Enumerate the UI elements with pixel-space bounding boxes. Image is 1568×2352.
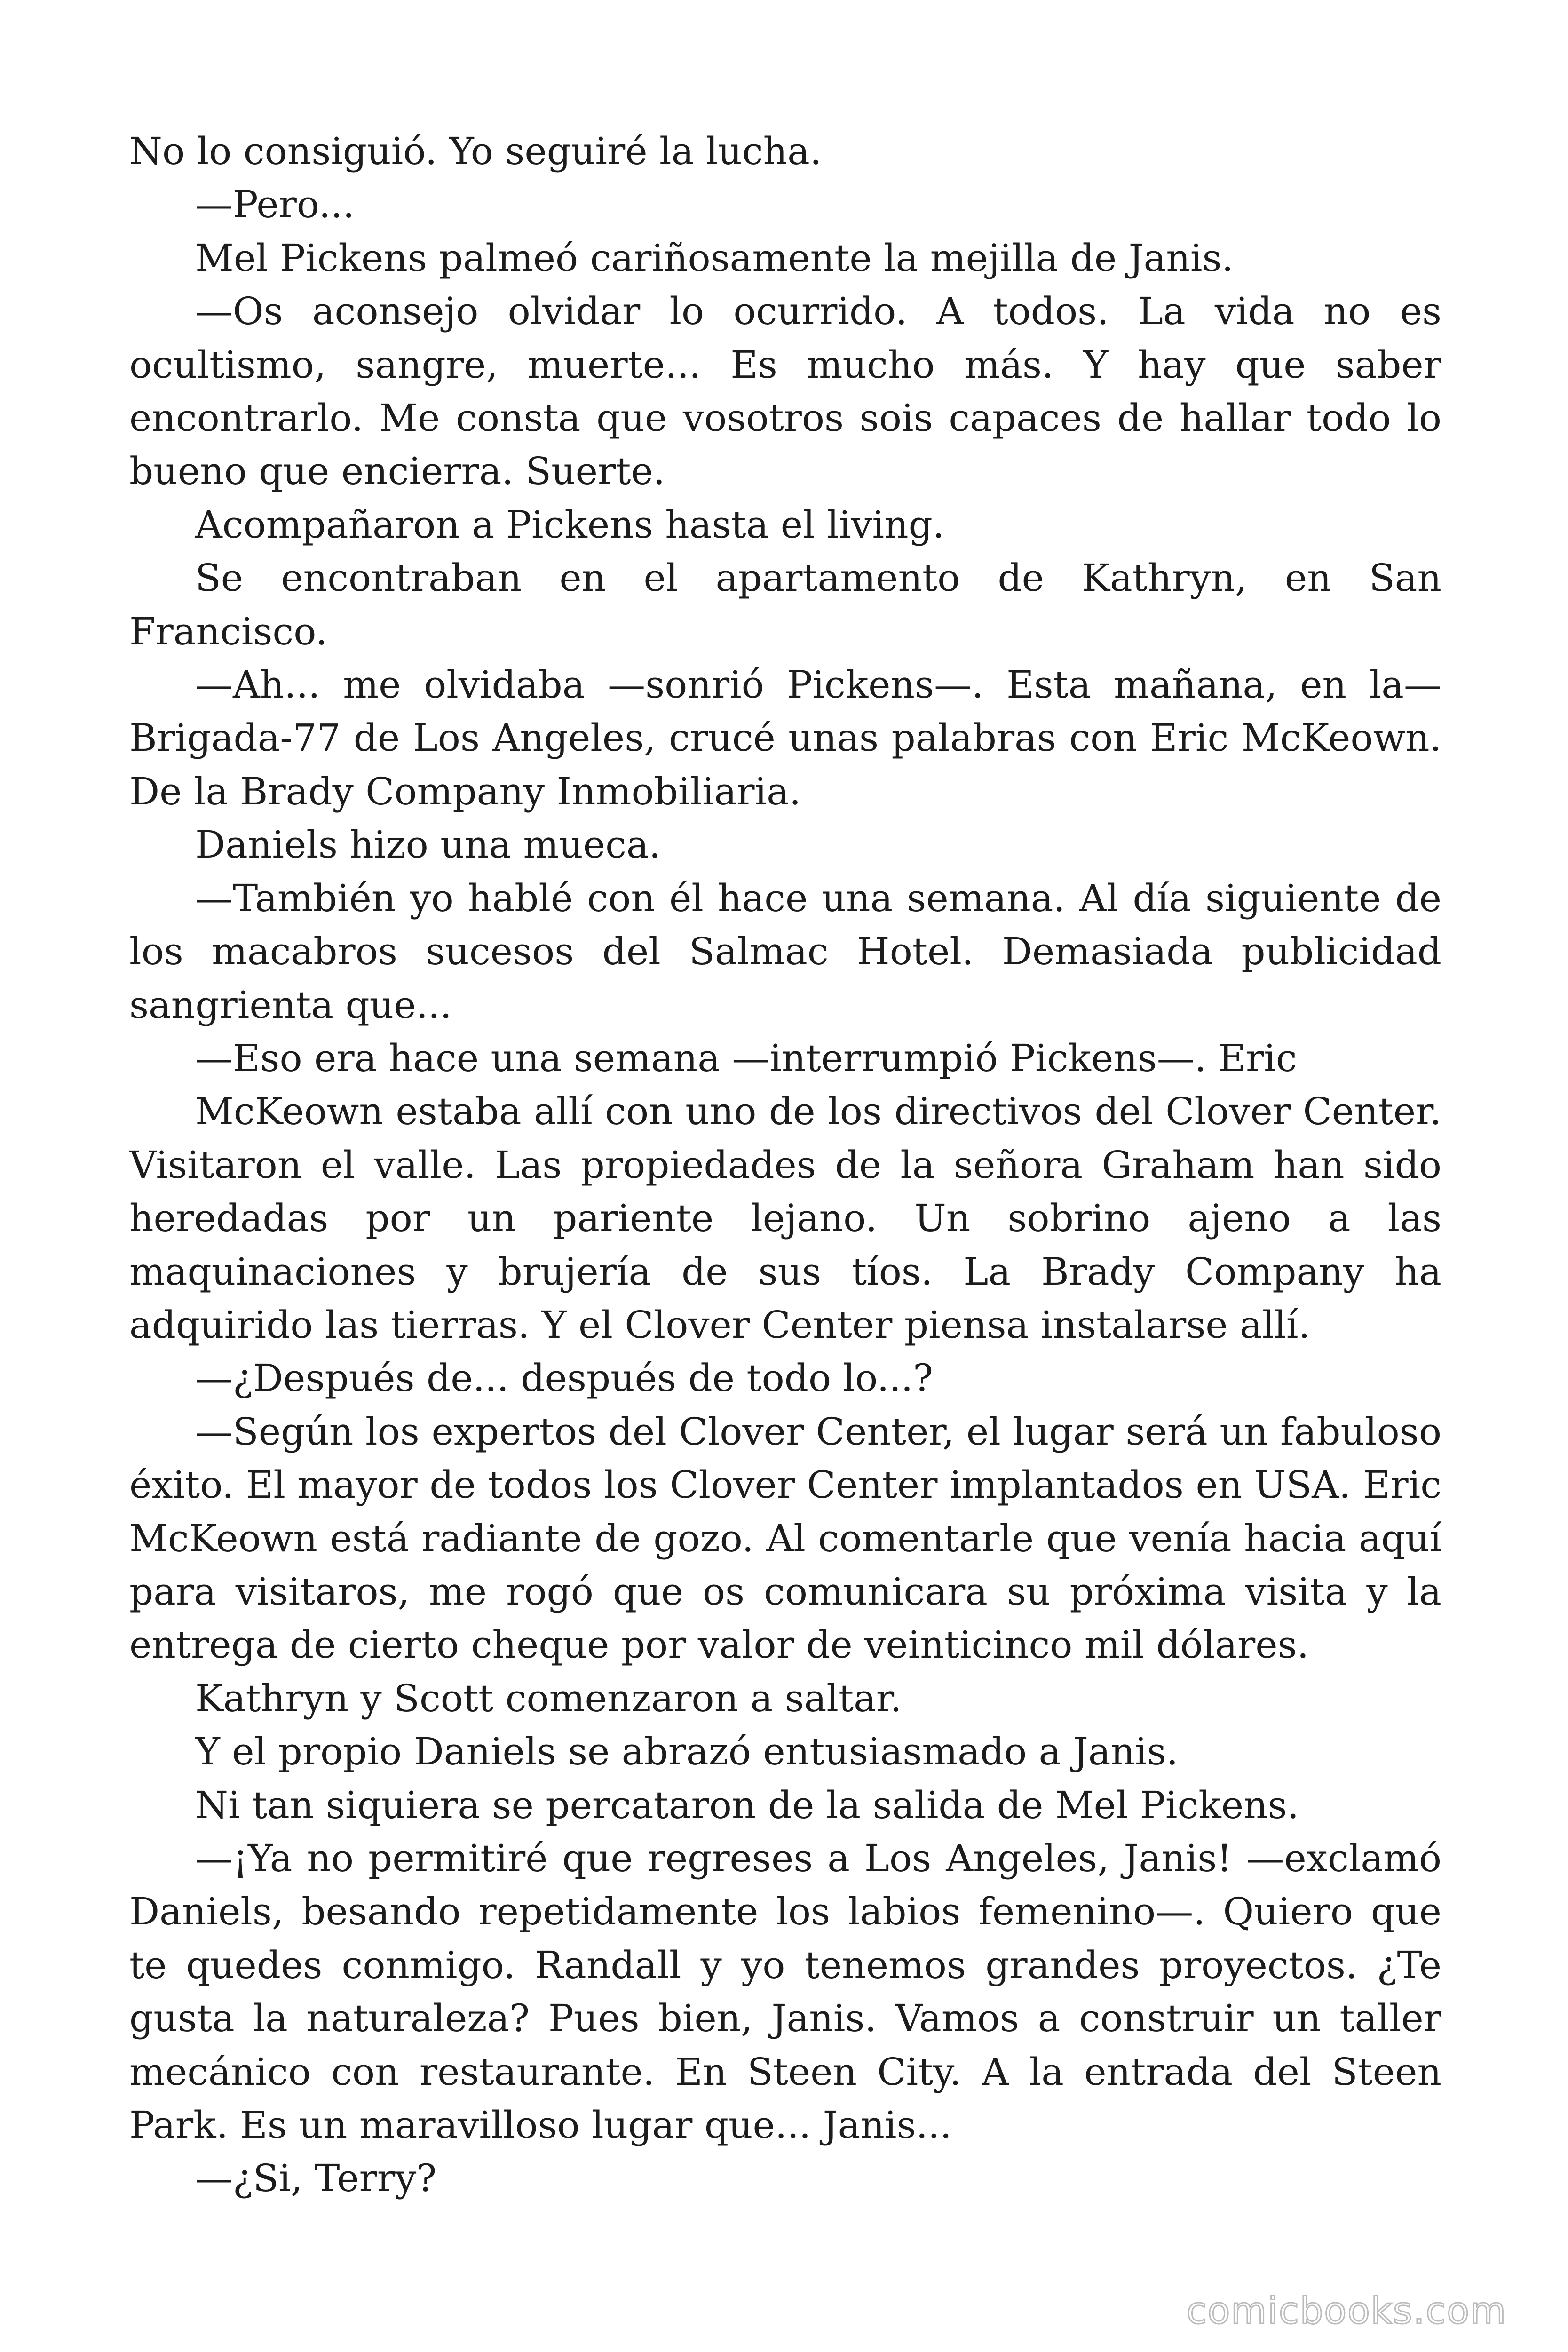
paragraph-14: Kathryn y Scott comenzaron a saltar. [195, 1676, 902, 1720]
paragraph-15: Y el propio Daniels se abrazó entusiasmado a Janis. [195, 1730, 1179, 1774]
book-page-text [129, 125, 1441, 2205]
paragraph-4: —Os aconsejo olvidar lo ocurrido. A todos. La vida no es ocultismo, sangre, muerte... Es mucho más. Y hay que saber encontrarlo. Me consta que vosotros sois capaces de hallar todo lo bueno que encierra. Suerte. [129, 289, 1441, 493]
watermark-logo: comicbooks.com [1186, 2290, 1507, 2332]
paragraph-7: —Ah... me olvidaba —sonrió Pickens—. Esta mañana, en la— Brigada-77 de Los Angeles, crucé unas palabras con Eric McKeown. De la Brady Company Inmobiliaria. [129, 663, 1441, 813]
paragraph-5: Acompañaron a Pickens hasta el living. [195, 502, 945, 547]
paragraph-18: —¿Si, Terry? [195, 2156, 437, 2201]
paragraph-16: Ni tan siquiera se percataron de la salida de Mel Pickens. [195, 1783, 1299, 1827]
paragraph-3: Mel Pickens palmeó cariñosamente la mejilla de Janis. [195, 236, 1234, 280]
paragraph-13: —Según los expertos del Clover Center, el lugar será un fabuloso éxito. El mayor de todos los Clover Center implantados en USA. Eric McKeown está radiante de gozo. Al comentarle que venía hacia aquí para visitaros, me rogó que os comunicara su próxima visita y la entrega de cierto cheque por valor de veinticinco mil dólares. [129, 1409, 1441, 1667]
paragraph-2: —Pero... [195, 183, 355, 227]
paragraph-1: No lo consiguió. Yo seguiré la lucha. [129, 129, 822, 173]
paragraph-10: —Eso era hace una semana —interrumpió Pickens—. Eric [195, 1036, 1297, 1080]
paragraph-17: —¡Ya no permitiré que regreses a Los Angeles, Janis! —exclamó Daniels, besando repetidamente los labios femenino—. Quiero que te quedes conmigo. Randall y yo tenemos grandes proyectos. ¿Te gusta la naturaleza? Pues bien, Janis. Vamos a construir un taller mecánico con restaurante. En Steen City. A la entrada del Steen Park. Es un maravilloso lugar que... Janis... [129, 1836, 1441, 2147]
paragraph-9: —También yo hablé con él hace una semana. Al día siguiente de los macabros sucesos del Salmac Hotel. Demasiada publicidad sangrienta que... [129, 876, 1441, 1027]
paragraph-6: Se encontraban en el apartamento de Kathryn, en San Francisco. [129, 556, 1441, 653]
paragraph-8: Daniels hizo una mueca. [195, 823, 661, 867]
paragraph-12: —¿Después de... después de todo lo...? [195, 1356, 934, 1400]
paragraph-11: McKeown estaba allí con uno de los directivos del Clover Center. Visitaron el valle. Las propiedades de la señora Graham han sido heredadas por un pariente lejano. Un sobrino ajeno a las maquinaciones y brujería de sus tíos. La Brady Company ha adquirido las tierras. Y el Clover Center piensa instalarse allí. [129, 1089, 1441, 1347]
